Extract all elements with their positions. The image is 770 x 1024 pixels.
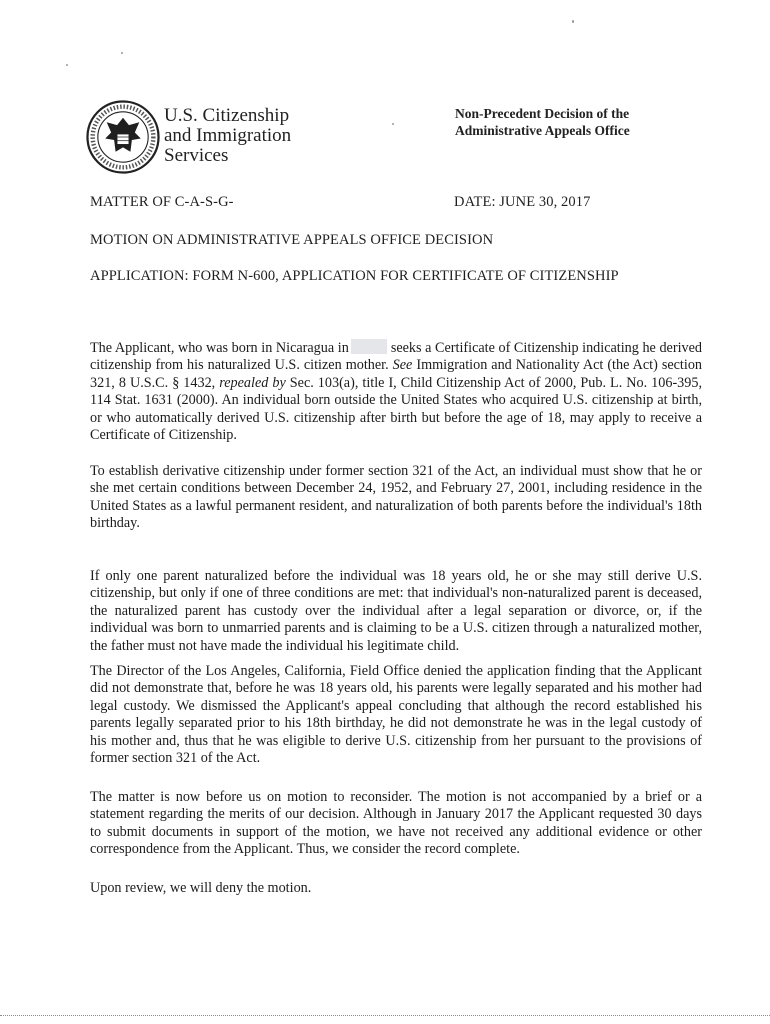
agency-line-3: Services — [164, 145, 229, 166]
paragraph-5: The matter is now before us on motion to reconsider. The motion is not accompanied by a brief or a statement regarding the merits of our decision. Although in January 2017 the Applicant requested 30 days to submit documents in support of the motion, we have not received any additional evidence or other correspondence from the Applicant. Thus, we consider the record complete. — [90, 789, 702, 858]
p1-text-a: The Applicant, who was born in Nicaragua in — [90, 340, 349, 356]
scan-speck — [66, 64, 68, 66]
p1-text-d: Sec. 103(a), title I, Child Citizenship Act of 2000, Pub. L. No. 106-395, 114 Stat. 1631 (2000). An individual born outside the United States who acquired U.S. citizenship at birth, or who automatically derived U.S. citizenship after birth but before the age of 18, may apply to receive a Certificate of Citizenship. — [90, 374, 702, 444]
page-bottom-edge — [0, 1015, 770, 1016]
scan-speck — [392, 123, 394, 125]
paragraph-1 — [90, 339, 702, 444]
p1-see: See — [392, 357, 413, 374]
p1-text-c: Immigration and Nationality Act (the Act) section 321, 8 U.S.C. § 1432, — [90, 357, 703, 391]
agency-name — [164, 106, 291, 166]
agency-line-1: U.S. Citizenship — [164, 105, 290, 126]
application-caption: APPLICATION: FORM N-600, APPLICATION FOR CERTIFICATE OF CITIZENSHIP — [90, 268, 619, 284]
agency-line-2: and Immigration — [164, 125, 292, 146]
motion-caption: MOTION ON ADMINISTRATIVE APPEALS OFFICE DECISION — [90, 232, 494, 248]
scan-speck — [121, 52, 123, 54]
p1-repealed-by: repealed by — [219, 374, 286, 391]
paragraph-2: To establish derivative citizenship under former section 321 of the Act, an individual must show that he or she met certain conditions between December 24, 1952, and February 27, 2001, including residence in the United States as a lawful permanent resident, and naturalization of both parents before the individual's 18th birthday. — [90, 463, 702, 532]
p1-text-b: seeks a Certificate of Citizenship indicating he derived citizenship from his naturalized U.S. citizen mother. — [90, 340, 702, 374]
decision-heading — [455, 105, 630, 139]
scan-speck — [572, 20, 574, 23]
redaction-box — [351, 339, 387, 354]
paragraph-6: Upon review, we will deny the motion. — [90, 880, 312, 896]
decision-line-1: Non-Precedent Decision of the — [455, 106, 630, 121]
decision-line-2: Administrative Appeals Office — [455, 123, 630, 138]
matter-caption: MATTER OF C-A-S-G- — [90, 194, 234, 210]
paragraph-3: If only one parent naturalized before the individual was 18 years old, he or she may still derive U.S. citizenship, but only if one of three conditions are met: that individual's non-naturalized parent is deceased, the naturalized parent has custody over the individual after a legal separation or divorce, or, if the individual was born to unmarried parents and is claiming to be a U.S. citizen through a naturalized mother, the father must not have made the individual his legitimate child. — [90, 568, 702, 654]
paragraph-4: The Director of the Los Angeles, California, Field Office denied the application finding that the Applicant did not demonstrate that, before he was 18 years old, his parents were legally separated and his mother had legal custody. We dismissed the Applicant's appeal concluding that although the record established his parents legally separated prior to his 18th birthday, he did not demonstrate he was in the legal custody of his mother and, thus that he was eligible to derive U.S. citizenship from her pursuant to the provisions of former section 321 of the Act. — [90, 663, 702, 767]
decision-date: DATE: JUNE 30, 2017 — [454, 194, 591, 210]
dhs-seal-icon — [86, 100, 160, 174]
